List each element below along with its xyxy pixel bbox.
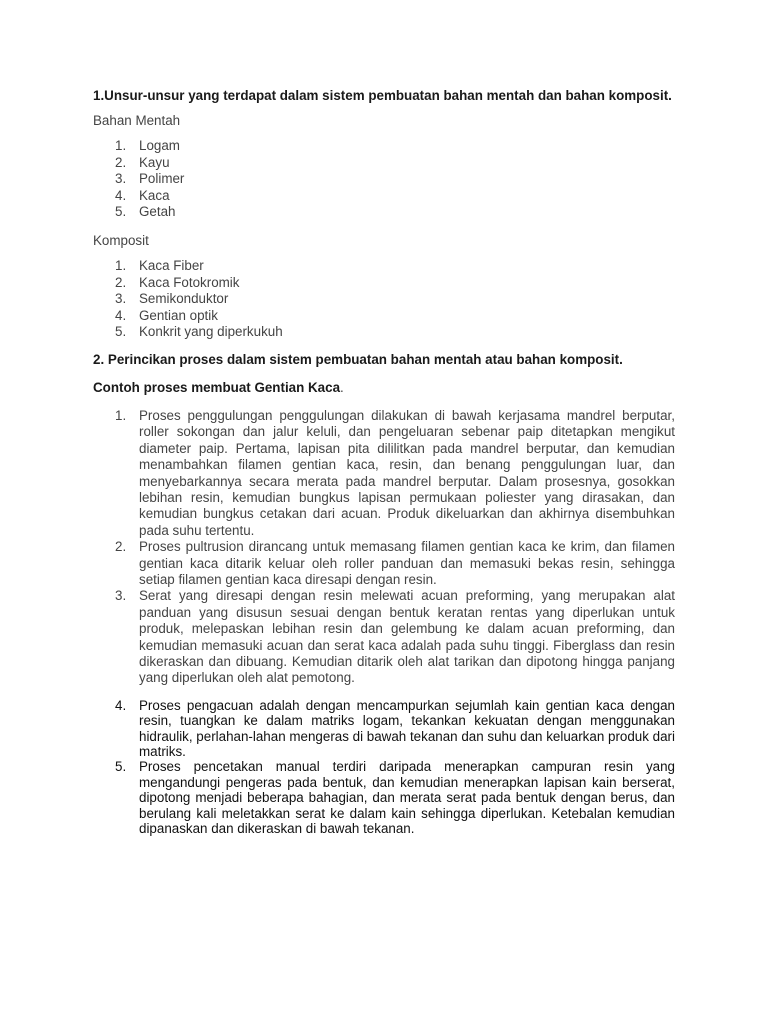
section-heading-2: 2. Perincikan proses dalam sistem pembuatan bahan mentah atau bahan komposit.	[93, 351, 623, 367]
list-number: 5.	[115, 204, 127, 220]
list-item	[93, 308, 675, 325]
bahan-mentah-label: Bahan Mentah	[93, 113, 181, 128]
list-item	[93, 155, 675, 172]
document-page	[93, 88, 675, 837]
list-number: 1.	[115, 257, 127, 273]
list-item	[93, 275, 675, 292]
list-item-text: Serat yang diresapi dengan resin melewati acuan preforming, yang merupakan alat panduan yang disusun sesuai dengan bentuk keratan rentas yang diperlukan untuk produk, melepaskan lebihan resin dan gelembung ke dalam acuan preforming, dan kemudian memasuki acuan dan serat kaca adalah pada suhu tinggi. Fiberglass dan resin dikeraskan dan dibuang. Kemudian ditarik oleh alat tarikan dan dipotong hingga panjang yang diperlukan oleh alat pemotong.	[139, 588, 675, 686]
list-item-text: Kaca Fiber	[139, 257, 204, 273]
list-item	[93, 588, 675, 686]
contoh-period: .	[340, 379, 344, 395]
list-item	[93, 759, 675, 836]
list-item-text: Logam	[139, 138, 180, 153]
list-item	[93, 171, 675, 188]
list-number: 1.	[115, 407, 127, 423]
list-number: 2.	[115, 274, 127, 290]
proses-list-continued	[93, 698, 675, 837]
list-item-text: Proses pengacuan adalah dengan mencampurkan sejumlah kain gentian kaca dengan resin, tuangkan ke dalam matriks logam, tekankan kekuatan dengan menggunakan hidraulik, perlahan-lahan mengeras di bawah tekanan dan suhu dan keluarkan produk dari matriks.	[139, 697, 675, 760]
list-number: 5.	[115, 324, 127, 340]
list-item-text: Polimer	[139, 171, 185, 187]
list-number: 3.	[115, 588, 127, 604]
list-number: 1.	[115, 138, 127, 153]
list-number: 3.	[115, 171, 127, 187]
bahan-mentah-list	[93, 138, 675, 221]
list-number: 4.	[115, 187, 127, 203]
list-item	[93, 188, 675, 205]
list-number: 3.	[115, 291, 127, 307]
komposit-label: Komposit	[93, 232, 149, 248]
list-item	[93, 539, 675, 588]
list-item	[93, 204, 675, 221]
list-number: 4.	[115, 307, 127, 323]
list-item-text: Semikonduktor	[139, 291, 229, 307]
list-number: 2.	[115, 154, 127, 170]
list-item-text: Proses pultrusion dirancang untuk memasang filamen gentian kaca ke krim, dan filamen gentian kaca ditarik keluar oleh roller panduan dan memasuki bekas resin, sehingga setiap filamen gentian kaca diresapi dengan resin.	[139, 539, 675, 587]
list-item	[93, 408, 675, 539]
list-item	[93, 291, 675, 308]
list-item-text: Kaca Fotokromik	[139, 274, 240, 290]
proses-list	[93, 408, 675, 687]
contoh-line	[93, 380, 675, 396]
list-item-text: Konkrit yang diperkukuh	[139, 324, 283, 340]
contoh-heading: Contoh proses membuat Gentian Kaca	[93, 379, 341, 395]
list-item-text: Kaca	[139, 187, 170, 203]
list-item	[93, 698, 675, 760]
list-number: 5.	[115, 759, 127, 775]
list-item-text: Getah	[139, 204, 176, 220]
komposit-list	[93, 258, 675, 341]
section-heading-1: 1.Unsur-unsur yang terdapat dalam sistem pembuatan bahan mentah dan bahan komposit.	[93, 88, 672, 103]
list-item-text: Proses penggulungan penggulungan dilakukan di bawah kerjasama mandrel berputar, roller sokongan dan jalur keluli, dan pengeluaran sebenar paip ditetapkan mengikut diameter paip. Pertama, lapisan pita dililitkan pada mandrel berputar, dan kemudian menambahkan filamen gentian kaca, resin, dan benang penggulungan luar, dan menyebarkannya secara merata pada mandrel berputar. Dalam prosesnya, gosokkan lebihan resin, kemudian bungkus lapisan permukaan poliester yang dirasakan, dan kemudian bungkus cetakan dari acuan. Produk dikeluarkan dan akhirnya disembuhkan pada suhu tertentu.	[139, 407, 675, 538]
list-item	[93, 324, 675, 341]
list-item-text: Kayu	[139, 154, 170, 170]
list-item-text: Gentian optik	[139, 307, 218, 323]
list-number: 2.	[115, 539, 127, 555]
list-item	[93, 258, 675, 275]
list-number: 4.	[115, 697, 127, 713]
list-item-text: Proses pencetakan manual terdiri daripada menerapkan campuran resin yang mengandungi pengeras pada bentuk, dan kemudian menerapkan lapisan kain berserat, dipotong menjadi beberapa bahagian, dan merata serat pada bentuk dengan berus, dan berulang kali meletakkan serat ke dalam kain sehingga diperlukan. Ketebalan kemudian dipanaskan dan dikeraskan di bawah tekanan.	[139, 759, 675, 837]
list-item	[93, 138, 675, 155]
